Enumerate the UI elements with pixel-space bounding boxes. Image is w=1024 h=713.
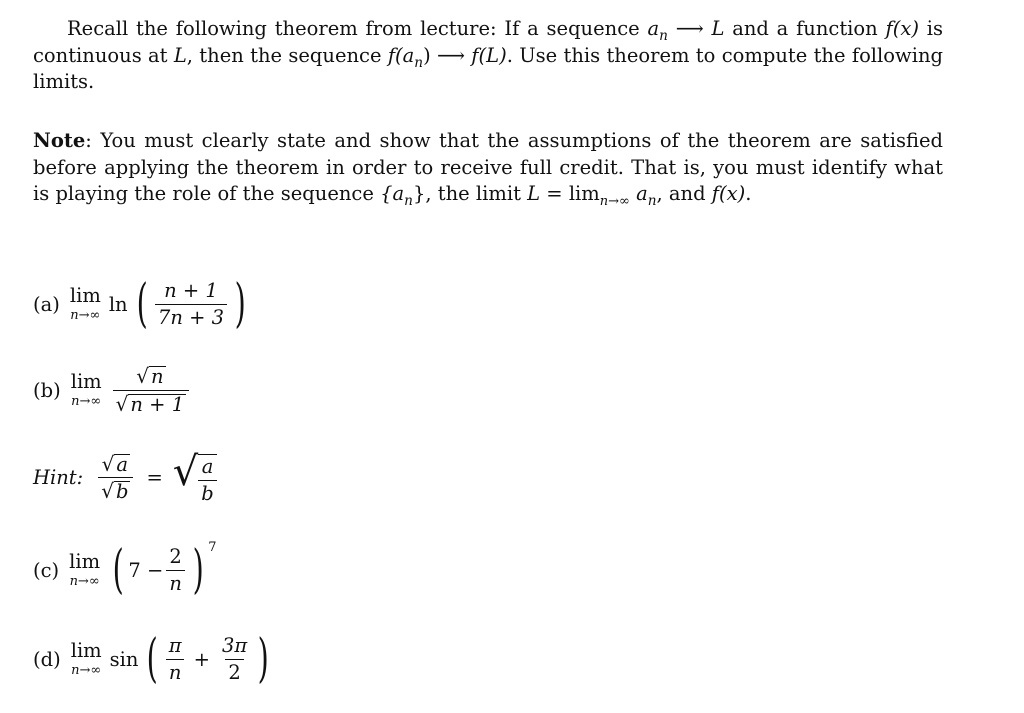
problem-c-lim-word: lim [69, 549, 101, 573]
problem-b-num-sqrt: √ n [136, 364, 164, 388]
problem-a [33, 274, 250, 334]
note-seq-close: } [412, 182, 426, 205]
problem-b-lim-word: lim [70, 369, 102, 393]
problem-c-fraction [166, 547, 185, 593]
note-fx: f(x) [711, 182, 746, 205]
problem-c-seven-minus: 7 − [128, 558, 164, 582]
intro-fan: f(a [387, 43, 415, 67]
problem-d-fraction-2 [219, 636, 250, 682]
note-text-2: , the limit [425, 182, 528, 205]
hint-left-den [98, 477, 133, 502]
intro-fx: f(x) [885, 17, 919, 40]
hint-left-num-sqrt: √ a [101, 451, 129, 476]
intro-text-2: and a function [724, 17, 886, 40]
problem-d-limit [70, 638, 102, 679]
hint-right-num: a [201, 455, 214, 478]
note-an-sub: n [647, 192, 657, 209]
problem-a-fraction [155, 281, 227, 327]
problem-c-open-paren: ( [112, 540, 124, 600]
hint-block [33, 449, 217, 505]
problem-a-open-paren: ( [136, 274, 148, 334]
problem-c-close-paren: ) [192, 540, 204, 600]
problem-b-den-arg: n + 1 [130, 392, 185, 416]
hint-equals: = [146, 466, 163, 489]
problem-b [33, 366, 192, 414]
problem-b-label: (b) [33, 378, 61, 402]
hint-left-den-arg: b [115, 480, 129, 503]
problem-a-ln: ln [108, 292, 128, 316]
problem-d-den1: n [166, 659, 185, 683]
intro-text-5: . Use this theorem to compute the following limits. [33, 43, 943, 93]
intro-arrow-1: ⟶ [667, 17, 712, 40]
intro-an-sub: n [659, 27, 668, 44]
problem-a-close-paren: ) [234, 274, 246, 334]
problem-b-limit [70, 369, 102, 410]
hint-right-den: b [198, 480, 216, 504]
hint-right-sqrt: √ $\frac{a}{b}$ [173, 452, 217, 503]
problem-b-fraction [113, 366, 189, 414]
problem-d-lim-sub: n→∞ [71, 663, 102, 679]
problem-a-label: (a) [33, 292, 60, 316]
intro-fan-close: ) [423, 43, 431, 67]
problem-c-denominator: n [166, 570, 185, 594]
problem-c-exponent: 7 [208, 540, 217, 555]
intro-paragraph [33, 16, 943, 96]
intro-fL: f(L) [471, 43, 507, 67]
note-seq-sub: n [404, 192, 413, 209]
problem-a-limit [69, 283, 101, 324]
note-seq: {a [380, 182, 405, 205]
intro-text-1: Recall the following theorem from lecture: If a sequence [67, 17, 648, 40]
note-L: L [527, 182, 541, 205]
problem-a-lim-word: lim [69, 283, 101, 307]
hint-left-num [99, 451, 133, 478]
problem-d-label: (d) [33, 647, 61, 671]
hint-left-fraction [98, 451, 133, 503]
note-label: Note [33, 129, 86, 152]
problem-d-close-paren: ) [257, 629, 269, 689]
problem-c-lim-sub: n→∞ [69, 574, 100, 590]
note-text-1: : You must clearly state and show that the assumptions of the theorem are satisfied before applying the theorem in order to receive full credit. That is, you must identify what is playing the role of the sequence [33, 129, 943, 205]
note-text-3: , and [656, 182, 712, 205]
problem-b-num-arg: n [150, 365, 164, 388]
hint-label: Hint: [33, 466, 84, 489]
note-lim-sub: n→∞ [599, 193, 630, 209]
problem-d-den2: 2 [225, 659, 243, 683]
problem-d-num2: 3π [221, 634, 248, 657]
problem-d-num1: π [168, 634, 182, 657]
problem-a-denominator: 7n + 3 [155, 304, 227, 328]
note-paragraph [33, 128, 943, 208]
problem-d-sin: sin [109, 647, 139, 671]
note-lim: = lim [540, 182, 600, 205]
problem-c-label: (c) [33, 558, 60, 582]
problem-a-lim-sub: n→∞ [70, 308, 101, 324]
note-an: a [629, 182, 648, 205]
intro-arrow-2: ⟶ [430, 43, 472, 67]
problem-c [33, 540, 217, 600]
problem-b-numerator [133, 366, 168, 390]
hint-left-den-sqrt: √ b [101, 479, 129, 503]
problem-d-fraction-1 [166, 636, 185, 682]
problem-b-lim-sub: n→∞ [71, 394, 102, 410]
intro-fan-sub: n [414, 54, 424, 71]
intro-L: L [711, 17, 725, 40]
problem-b-den-sqrt: √ n + 1 [115, 391, 185, 416]
problem-c-limit [69, 549, 101, 590]
intro-text-3: is continuous at [33, 17, 943, 67]
intro-text-4: , then the sequence [186, 43, 388, 67]
hint-right-fraction [198, 454, 216, 503]
problem-d [33, 629, 273, 689]
hint-left-num-arg: a [116, 452, 129, 476]
problem-d-lim-word: lim [70, 638, 102, 662]
intro-an: a [647, 17, 660, 40]
problem-c-numerator: 2 [169, 545, 182, 568]
problem-d-plus: + [193, 647, 210, 671]
problem-b-denominator [113, 390, 189, 415]
problem-d-open-paren: ( [147, 629, 159, 689]
note-text-4: . [745, 182, 752, 205]
problem-a-numerator: n + 1 [164, 279, 218, 302]
intro-L2: L [173, 43, 187, 67]
